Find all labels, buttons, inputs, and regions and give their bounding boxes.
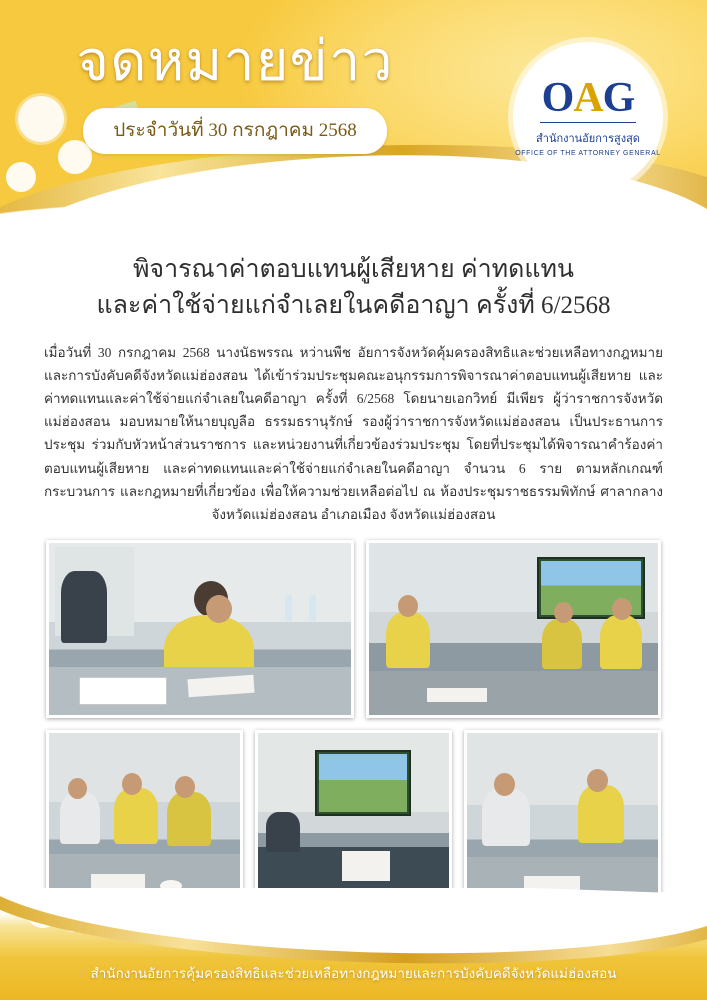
photo-4-papers	[342, 851, 390, 881]
photo-2-head	[398, 595, 418, 617]
photo-5-head	[494, 773, 515, 796]
page-title: จดหมายข่าว	[76, 31, 394, 93]
photo-row-2	[46, 730, 661, 908]
headline-line-1: พิจารณาค่าตอบแทนผู้เสียหาย ค่าทดแทน	[132, 256, 575, 283]
logo-letter-a: A	[573, 75, 603, 121]
photo-5	[464, 730, 661, 908]
photo-2-person	[542, 619, 582, 669]
flower-decoration-icon	[6, 162, 36, 192]
photo-4-display-image	[319, 754, 407, 812]
article-section	[0, 238, 707, 526]
logo-letter-o: O	[541, 75, 574, 121]
page-header	[0, 0, 707, 238]
photo-1-head	[206, 595, 232, 623]
photo-4-person	[266, 812, 300, 852]
photo-5-person	[578, 785, 624, 843]
photo-3-person	[114, 788, 158, 844]
headline-line-2: และค่าใช้จ่ายแก่จำเลยในคดีอาญา ครั้งที่ 6/2568	[96, 292, 611, 320]
photo-2-head	[554, 602, 573, 623]
logo-letter-g: G	[602, 75, 635, 121]
photo-1-nameplate	[79, 677, 167, 705]
leaf-decoration-icon	[607, 184, 664, 216]
footer-office-name: สำนักงานอัยการคุ้มครองสิทธิและช่วยเหลือทางกฎหมายและการบังคับคดีจังหวัดแม่ฮ่องสอน	[90, 966, 617, 981]
logo-thai-name: สำนักงานอัยการสูงสุด	[536, 133, 640, 145]
article-body: เมื่อวันที่ 30 กรกฎาคม 2568 นางนัธพรรณ หว่านพืช อัยการจังหวัดคุ้มครองสิทธิและช่วยเหลือทางกฎหมายและการบังคับคดีจังหวัดแม่ฮ่องสอน ได้เข้าร่วมประชุมคณะอนุกรรมการพิจารณาค่าตอบแทนผู้เสียหาย และค่าทดแทนและค่าใช้จ่ายแก่จำเลยในคดีอาญา ครั้งที่ 6/2568 โดยนายเอกวิทย์ มีเพียร ผู้ว่าราชการจังหวัดแม่ฮ่องสอน มอบหมายให้นายบุญลือ ธรรมธรานุรักษ์ รองผู้ว่าราชการจังหวัดแม่ฮ่องสอน เป็นประธานการประชุม ร่วมกับหัวหน้าส่วนราชการ และหน่วยงานที่เกี่ยวข้องร่วมประชุม โดยที่ประชุมได้พิจารณาคำร้องค่าตอบแทนผู้เสียหาย และค่าทดแทนและค่าใช้จ่ายแก่จำเลยในคดีอาญา จำนวน 6 ราย ตามหลักเกณฑ์ กระบวนการ และกฎหมายที่เกี่ยวข้อง เพื่อให้ความช่วยเหลือต่อไป ณ ห้องประชุมราชธรรมพิทักษ์ ศาลากลางจังหวัดแม่ฮ่องสอน อำเภอเมือง จังหวัดแม่ฮ่องสอน	[44, 344, 663, 523]
photo-1	[46, 540, 354, 718]
title-block	[0, 31, 470, 154]
photo-row-1	[46, 540, 661, 718]
oag-logo	[513, 42, 663, 192]
flower-decoration-icon	[661, 176, 701, 216]
photo-3-papers	[91, 874, 145, 888]
photo-3-person	[60, 792, 100, 844]
photo-3-person	[167, 792, 211, 846]
photo-3-head	[68, 778, 87, 799]
photo-gallery	[0, 526, 707, 908]
photo-2-papers	[427, 688, 487, 702]
article-headline	[30, 252, 677, 325]
photo-2	[366, 540, 661, 718]
photo-1-bottle	[285, 595, 292, 621]
photo-2-table	[366, 671, 661, 716]
photo-2-person	[600, 615, 642, 669]
oag-logo-acronym	[542, 77, 635, 119]
logo-english-name: OFFICE OF THE ATTORNEY GENERAL	[515, 150, 661, 157]
photo-4-display	[315, 750, 411, 816]
photo-1-bottle	[309, 595, 316, 621]
photo-3-head	[122, 773, 142, 795]
photo-2-person	[386, 612, 430, 668]
photo-5-person	[482, 788, 530, 846]
photo-2-head	[612, 598, 632, 620]
photo-4	[255, 730, 452, 908]
photo-1-person	[61, 571, 107, 643]
page-footer	[0, 888, 707, 1000]
logo-divider	[540, 122, 636, 123]
publication-date-badge: ประจำวันที่ 30 กรกฎาคม 2568	[83, 108, 387, 154]
photo-3	[46, 730, 243, 908]
leaf-decoration-icon	[29, 190, 92, 222]
